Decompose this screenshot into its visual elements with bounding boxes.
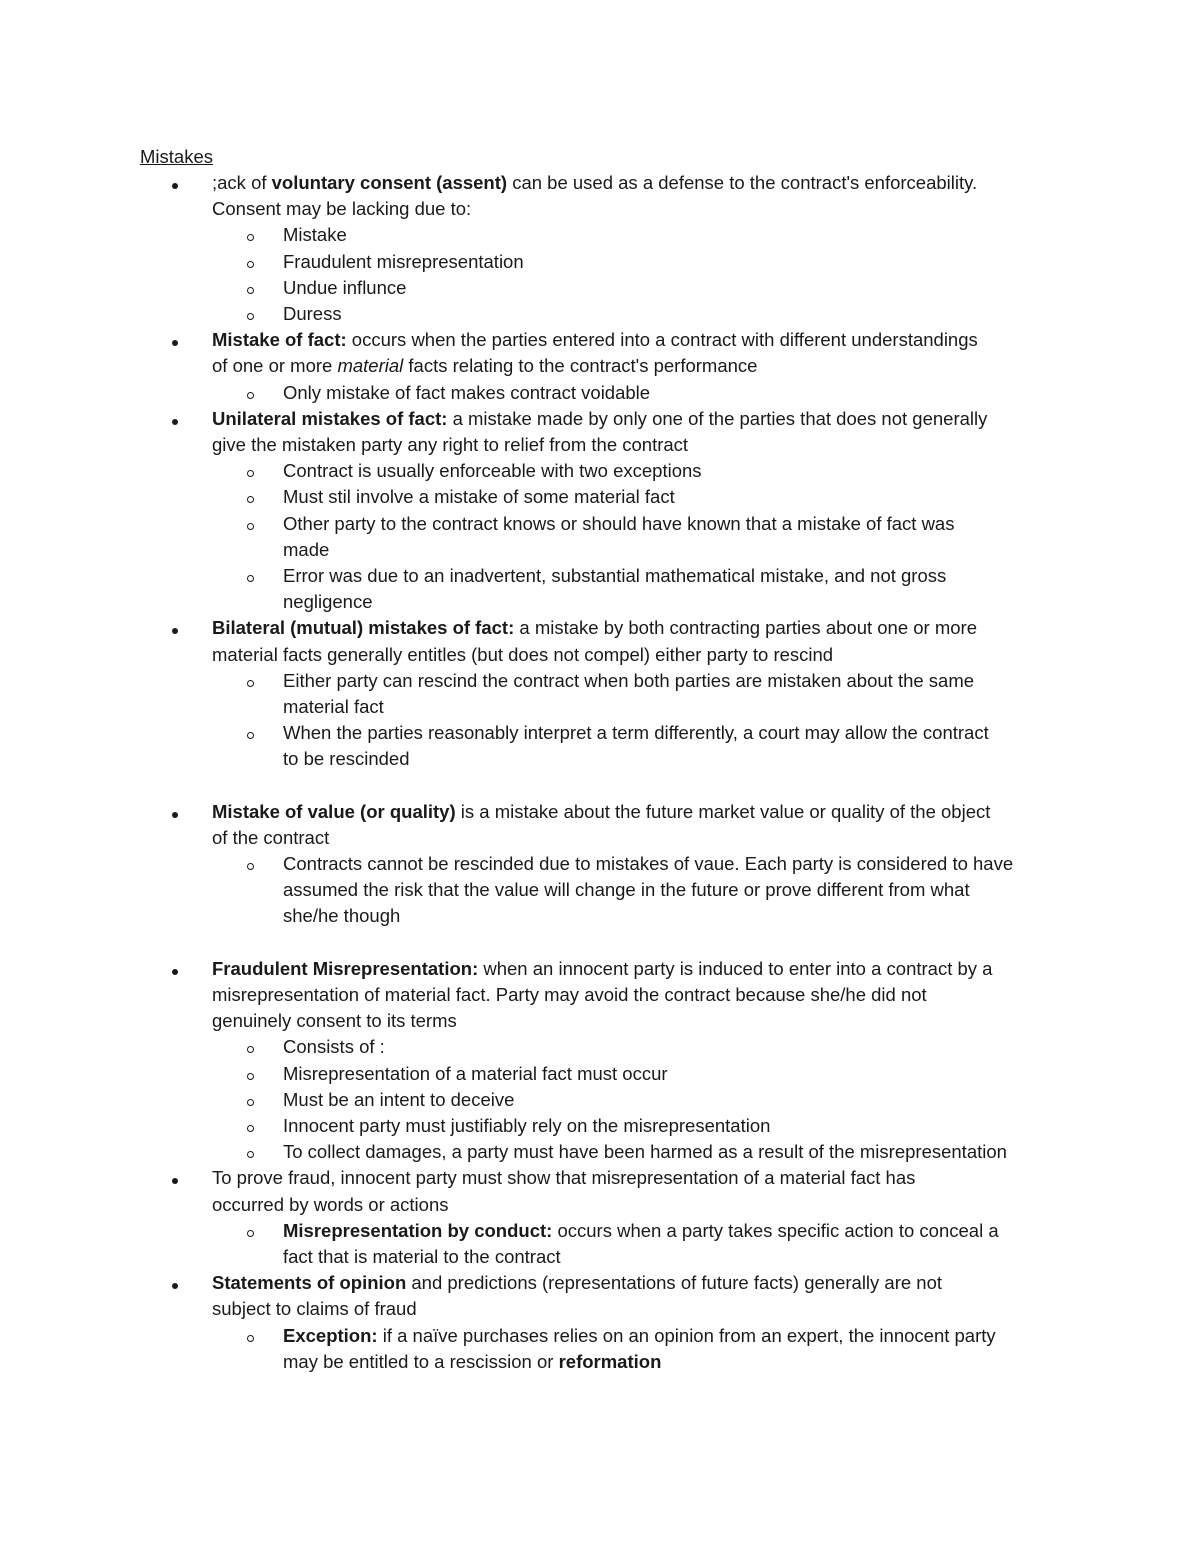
list-item-bilateral: Bilateral (mutual) mistakes of fact: a mistake by both contracting parties about one or more material facts generally entitles (but does not compel) either party to rescind — [0, 615, 1200, 667]
bullet-dot — [172, 799, 178, 825]
bullet-dot — [172, 327, 178, 353]
bullet-dot — [172, 956, 178, 982]
bullet-circle — [247, 563, 254, 589]
bullet-dot — [172, 615, 178, 641]
sub-item-error: Error was due to an inadvertent, substantial mathematical mistake, and not gross negligence — [0, 563, 1200, 615]
sub-item-intent: Must be an intent to deceive — [0, 1087, 1200, 1113]
sub-item-either-party: Either party can rescind the contract when both parties are mistaken about the same material fact — [0, 668, 1200, 720]
bullet-circle — [247, 1113, 254, 1139]
list-item-prove-fraud: To prove fraud, innocent party must show that misrepresentation of a material fact has occurred by words or actions — [0, 1165, 1200, 1217]
sub-item-voidable: Only mistake of fact makes contract voidable — [0, 380, 1200, 406]
notes-list — [0, 170, 1200, 1375]
page-title: Mistakes — [140, 146, 213, 167]
sub-item-enforceable: Contract is usually enforceable with two exceptions — [0, 458, 1200, 484]
sub-item-exception: Exception: if a naïve purchases relies on an opinion from an expert, the innocent party may be entitled to a rescission or reformation — [0, 1323, 1200, 1375]
bullet-circle — [247, 1323, 254, 1349]
bullet-dot — [172, 1165, 178, 1191]
bullet-circle — [247, 301, 254, 327]
sub-item-fraudulent: Fraudulent misrepresentation — [0, 249, 1200, 275]
bullet-circle — [247, 1034, 254, 1060]
sub-item-undue: Undue influnce — [0, 275, 1200, 301]
bullet-circle — [247, 249, 254, 275]
bullet-circle — [247, 511, 254, 537]
bullet-circle — [247, 720, 254, 746]
bullet-circle — [247, 1218, 254, 1244]
list-item-mistake-of-fact: Mistake of fact: occurs when the parties entered into a contract with different understandings of one or more material facts relating to the contract's performance — [0, 327, 1200, 379]
sub-item-mistake: Mistake — [0, 222, 1200, 248]
bullet-dot — [172, 170, 178, 196]
bullet-circle — [247, 275, 254, 301]
sub-item-conduct: Misrepresentation by conduct: occurs when a party takes specific action to conceal a fact that is material to the contract — [0, 1218, 1200, 1270]
bullet-circle — [247, 668, 254, 694]
sub-item-consists: Consists of : — [0, 1034, 1200, 1060]
sub-item-rely: Innocent party must justifiably rely on the misrepresentation — [0, 1113, 1200, 1139]
sub-item-duress: Duress — [0, 301, 1200, 327]
bullet-circle — [247, 380, 254, 406]
bullet-circle — [247, 1087, 254, 1113]
sub-item-interpret: When the parties reasonably interpret a term differently, a court may allow the contract to be rescinded — [0, 720, 1200, 772]
sub-item-material-fact: Must stil involve a mistake of some material fact — [0, 484, 1200, 510]
bullet-circle — [247, 484, 254, 510]
bullet-circle — [247, 1061, 254, 1087]
bullet-dot — [172, 1270, 178, 1296]
sub-item-other-party: Other party to the contract knows or should have known that a mistake of fact was made — [0, 511, 1200, 563]
list-item-lack-of-consent: ;ack of voluntary consent (assent) can be used as a defense to the contract's enforceability. Consent may be lacking due to: — [0, 170, 1200, 222]
list-item-mistake-of-value: Mistake of value (or quality) is a mistake about the future market value or quality of the object of the contract — [0, 799, 1200, 851]
bullet-circle — [247, 1139, 254, 1165]
bullet-dot — [172, 406, 178, 432]
bullet-circle — [247, 458, 254, 484]
sub-item-cannot-rescind: Contracts cannot be rescinded due to mistakes of vaue. Each party is considered to have assumed the risk that the value will change in the future or prove different from what she/he though — [0, 851, 1200, 930]
sub-item-damages: To collect damages, a party must have been harmed as a result of the misrepresentation — [0, 1139, 1200, 1165]
list-item-statements-of-opinion: Statements of opinion and predictions (representations of future facts) generally are not subject to claims of fraud — [0, 1270, 1200, 1322]
bullet-circle — [247, 851, 254, 877]
sub-item-misrep-occur: Misrepresentation of a material fact must occur — [0, 1061, 1200, 1087]
list-item-fraudulent-misrepresentation: Fraudulent Misrepresentation: when an innocent party is induced to enter into a contract by a misrepresentation of material fact. Party may avoid the contract because she/he did not genuinely consent to its terms — [0, 956, 1200, 1035]
list-item-unilateral: Unilateral mistakes of fact: a mistake made by only one of the parties that does not generally give the mistaken party any right to relief from the contract — [0, 406, 1200, 458]
bullet-circle — [247, 222, 254, 248]
